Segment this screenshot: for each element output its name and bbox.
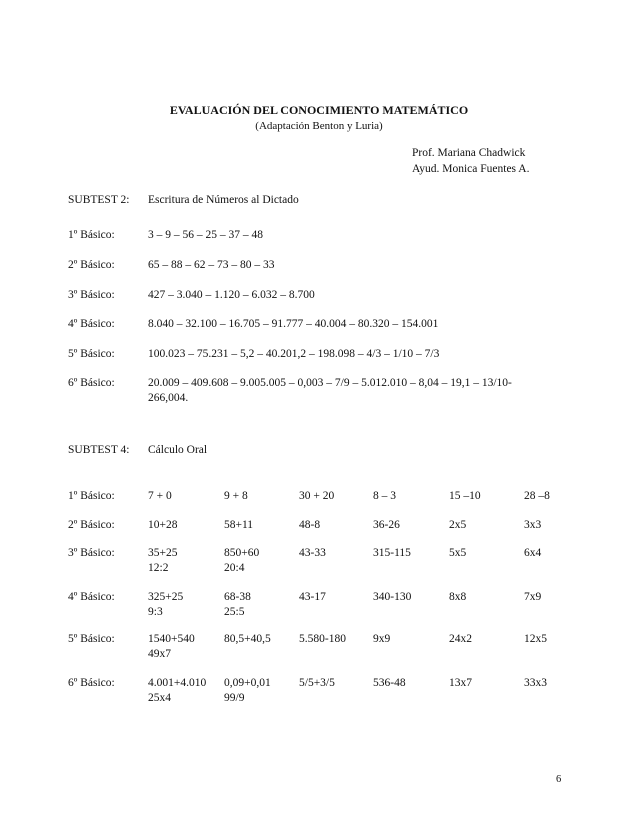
- subtest2-number-sequence: 266,004.: [148, 392, 189, 404]
- document-subtitle: (Adaptación Benton y Luria): [255, 120, 383, 132]
- subtest4-operation: 48-8: [299, 519, 321, 531]
- subtest2-grade-label: 2º Básico:: [68, 259, 115, 271]
- subtest4-operation: 2x5: [449, 519, 467, 531]
- page-number: 6: [556, 774, 562, 785]
- subtest4-operation: 340-130: [373, 591, 412, 603]
- subtest2-grade-label: 6º Básico:: [68, 377, 115, 389]
- subtest4-operation: 28 –8: [524, 490, 550, 502]
- subtest4-operation: 9 + 8: [224, 490, 248, 502]
- subtest2-number-sequence: 65 – 88 – 62 – 73 – 80 – 33: [148, 259, 275, 271]
- subtest4-operation: 33x3: [524, 677, 547, 689]
- subtest4-operation: 15 –10: [449, 490, 481, 502]
- subtest2-number-sequence: 20.009 – 409.608 – 9.005.005 – 0,003 – 7/9 – 5.012.010 – 8,04 – 19,1 – 13/10-: [148, 377, 512, 389]
- subtest4-operation: 12:2: [148, 562, 169, 574]
- subtest4-operation: 315-115: [373, 547, 411, 559]
- subtest4-operation: 49x7: [148, 648, 171, 660]
- subtest4-operation: 850+60: [224, 547, 260, 559]
- subtest4-operation: 8 – 3: [373, 490, 396, 502]
- subtest4-grade-label: 4º Básico:: [68, 591, 115, 603]
- author-assistant: Ayud. Monica Fuentes A.: [412, 163, 530, 175]
- subtest4-operation: 20:4: [224, 562, 245, 574]
- subtest4-operation: 43-33: [299, 547, 326, 559]
- subtest2-number-sequence: 8.040 – 32.100 – 16.705 – 91.777 – 40.004 – 80.320 – 154.001: [148, 318, 439, 330]
- subtest4-label: SUBTEST 4:: [68, 444, 130, 456]
- subtest4-operation: 6x4: [524, 547, 542, 559]
- subtest4-operation: 25:5: [224, 606, 245, 618]
- subtest2-label: SUBTEST 2:: [68, 194, 130, 206]
- subtest4-grade-label: 2º Básico:: [68, 519, 115, 531]
- subtest2-number-sequence: 427 – 3.040 – 1.120 – 6.032 – 8.700: [148, 289, 315, 301]
- subtest2-grade-label: 1º Básico:: [68, 229, 115, 241]
- subtest2-number-sequence: 100.023 – 75.231 – 5,2 – 40.201,2 – 198.098 – 4/3 – 1/10 – 7/3: [148, 348, 440, 360]
- document-title: EVALUACIÓN DEL CONOCIMIENTO MATEMÁTICO: [169, 103, 469, 117]
- subtest4-operation: 80,5+40,5: [224, 633, 271, 645]
- subtest4-grade-label: 3º Básico:: [68, 547, 115, 559]
- subtest4-operation: 36-26: [373, 519, 400, 531]
- subtest4-operation: 10+28: [148, 519, 178, 531]
- subtest4-operation: 99/9: [224, 692, 245, 704]
- subtest4-operation: 7 + 0: [148, 490, 172, 502]
- author-professor: Prof. Mariana Chadwick: [412, 147, 526, 159]
- subtest4-operation: 12x5: [524, 633, 547, 645]
- subtest4-grade-label: 6º Básico:: [68, 677, 115, 689]
- subtest4-operation: 7x9: [524, 591, 542, 603]
- subtest4-operation: 43-17: [299, 591, 326, 603]
- subtest4-operation: 5.580-180: [299, 633, 346, 645]
- subtest2-number-sequence: 3 – 9 – 56 – 25 – 37 – 48: [148, 229, 263, 241]
- subtest4-operation: 0,09+0,01: [224, 677, 271, 689]
- subtest4-grade-label: 1º Básico:: [68, 490, 115, 502]
- subtest4-operation: 24x2: [449, 633, 472, 645]
- subtest4-operation: 1540+540: [148, 633, 195, 645]
- subtest4-operation: 5x5: [449, 547, 467, 559]
- subtest2-title: Escritura de Números al Dictado: [148, 194, 299, 206]
- subtest4-operation: 5/5+3/5: [299, 677, 335, 689]
- subtest4-operation: 536-48: [373, 677, 406, 689]
- subtest4-operation: 35+25: [148, 547, 178, 559]
- subtest4-operation: 8x8: [449, 591, 467, 603]
- subtest4-operation: 325+25: [148, 591, 184, 603]
- subtest4-operation: 30 + 20: [299, 490, 335, 502]
- subtest4-operation: 13x7: [449, 677, 472, 689]
- subtest4-operation: 58+11: [224, 519, 254, 531]
- subtest4-operation: 3x3: [524, 519, 542, 531]
- subtest2-grade-label: 5º Básico:: [68, 348, 115, 360]
- subtest4-operation: 9x9: [373, 633, 391, 645]
- subtest4-operation: 68-38: [224, 591, 251, 603]
- subtest2-grade-label: 3º Básico:: [68, 289, 115, 301]
- subtest4-operation: 4.001+4.010: [148, 677, 207, 689]
- subtest2-grade-label: 4º Básico:: [68, 318, 115, 330]
- subtest4-title: Cálculo Oral: [148, 444, 208, 456]
- subtest4-operation: 25x4: [148, 692, 171, 704]
- subtest4-grade-label: 5º Básico:: [68, 633, 115, 645]
- subtest4-operation: 9:3: [148, 606, 163, 618]
